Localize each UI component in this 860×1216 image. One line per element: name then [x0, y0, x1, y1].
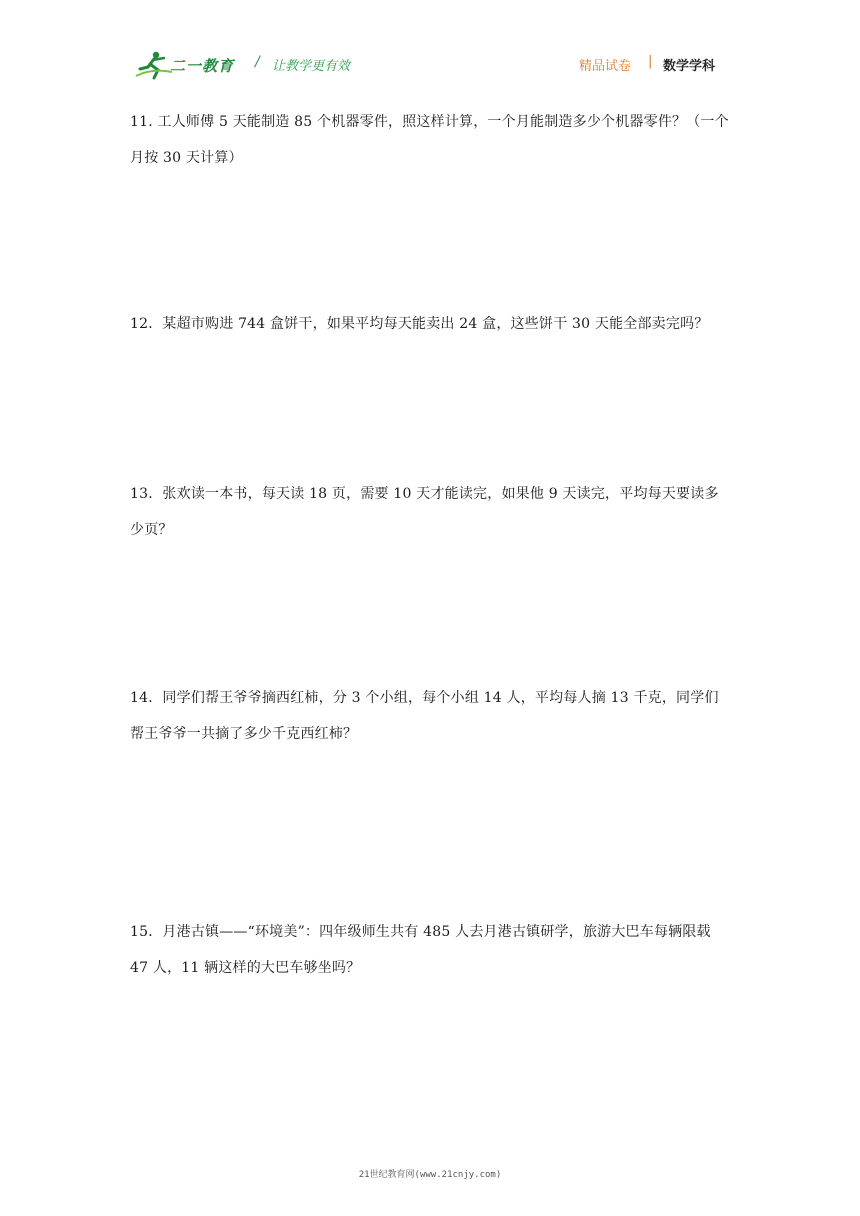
- brand-slogan: 让教学更有效: [272, 59, 351, 74]
- running-figure-icon: [134, 50, 174, 80]
- question-14: 14．同学们帮王爷爷摘西红柿，分 3 个小组，每个小组 14 人，平均每人摘 13 千克，同学们帮王爷爷一共摘了多少千克西红柿？: [130, 690, 719, 742]
- question-11: 11. 工人师傅 5 天能制造 85 个机器零件，照这样计算，一个月能制造多少个机器零件？（一个月按 30 天计算）: [130, 114, 729, 166]
- page-footer: 21世纪教育网(www.21cnjy.com): [358, 1170, 502, 1180]
- question-15: 15．月港古镇——“环境美”：四年级师生共有 485 人去月港古镇研学，旅游大巴车每辆限载 47 人，11 辆这样的大巴车够坐吗？: [130, 924, 711, 976]
- subject-label: 数学学科: [663, 59, 716, 74]
- brand-name: 二一教育: [170, 57, 235, 75]
- header-separator: |: [648, 54, 653, 69]
- exam-type-label: 精品试卷: [579, 59, 632, 74]
- header-slash: /: [255, 54, 260, 70]
- question-12: 12．某超市购进 744 盒饼干，如果平均每天能卖出 24 盒，这些饼干 30 天能全部卖完吗？: [130, 316, 709, 332]
- page-header: [0, 0, 860, 90]
- question-13: 13．张欢读一本书，每天读 18 页，需要 10 天才能读完，如果他 9 天读完，平均每天要读多少页？: [130, 486, 719, 538]
